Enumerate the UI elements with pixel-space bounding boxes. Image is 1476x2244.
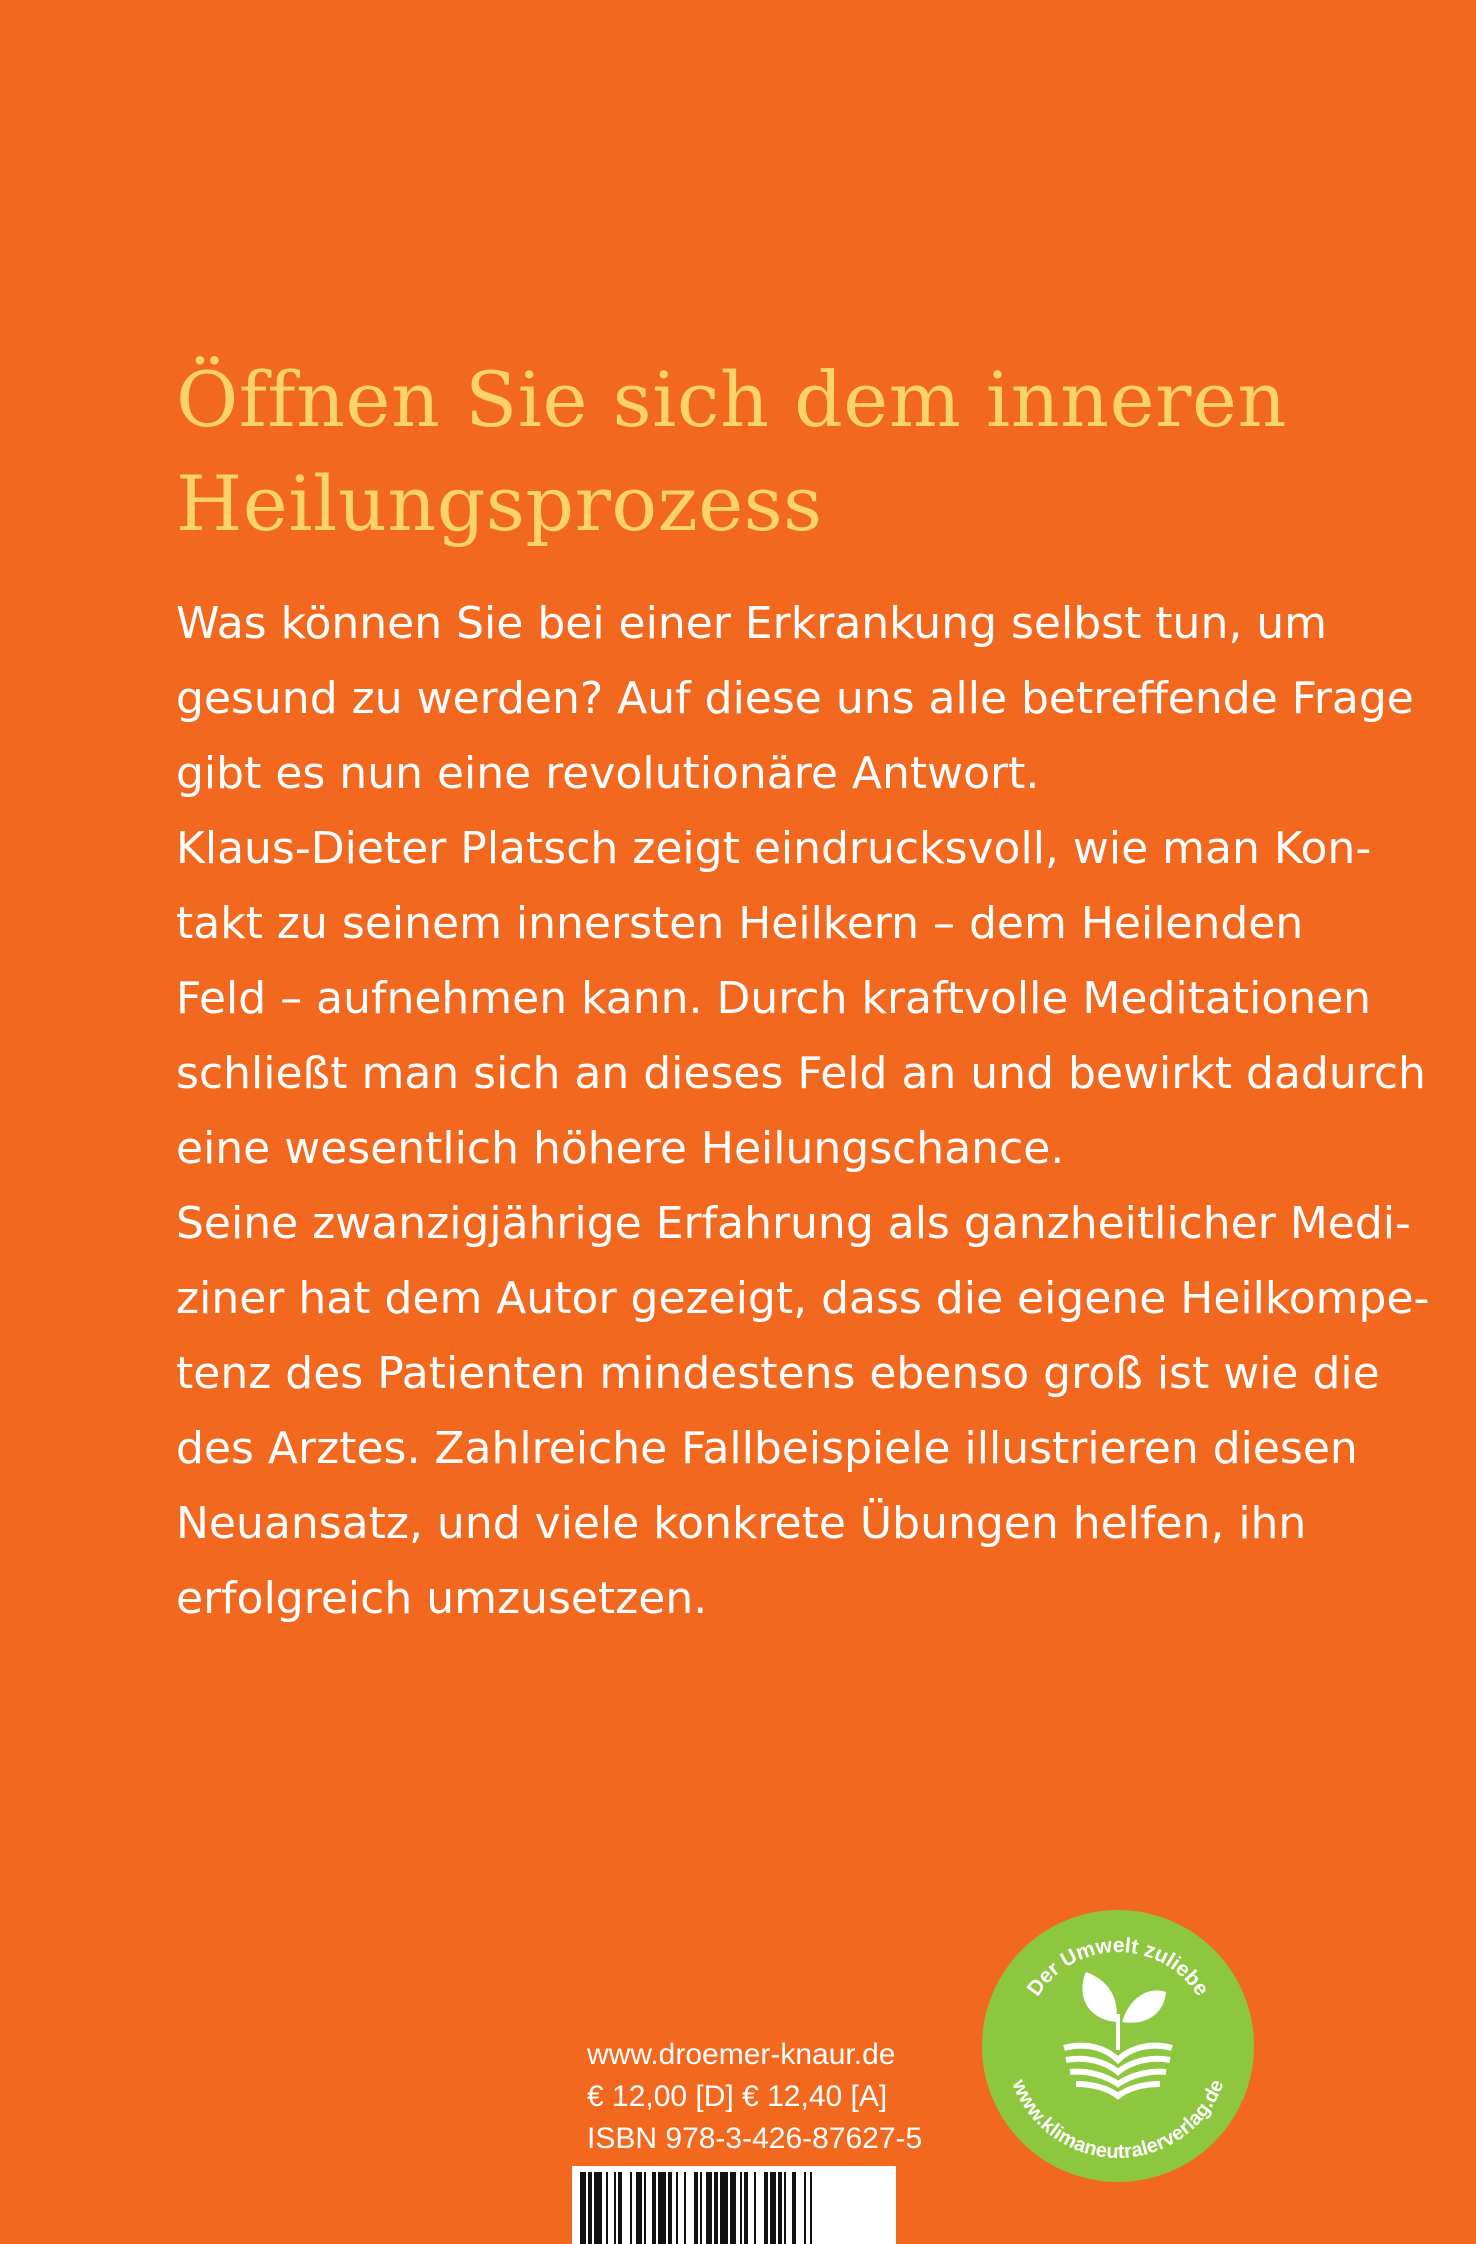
blurb-line: gesund zu werden? Auf diese uns alle betreffende Frage <box>176 673 1414 724</box>
barcode-bars <box>572 2166 896 2244</box>
isbn-label: ISBN 978-3-426-87627-5 <box>587 2122 923 2155</box>
barcode-bar <box>754 2172 756 2244</box>
barcode-bar <box>744 2172 748 2244</box>
barcode-bar <box>694 2172 698 2244</box>
barcode-bar <box>580 2172 586 2244</box>
blurb-line: takt zu seinem innersten Heilkern – dem Heilenden <box>176 898 1304 949</box>
barcode <box>572 2166 896 2244</box>
headline-line-1: Öffnen Sie sich dem inneren <box>176 355 1287 444</box>
blurb-line: Feld – aufnehmen kann. Durch kraftvolle Meditationen <box>176 973 1372 1024</box>
barcode-bar <box>730 2172 736 2244</box>
blurb-line: Neuansatz, und viele konkrete Übungen helfen, ihn <box>176 1498 1307 1549</box>
barcode-bar <box>706 2172 712 2244</box>
blurb-line: erfolgreich umzusetzen. <box>176 1573 708 1624</box>
blurb-line: tenz des Patienten mindestens ebenso groß ist wie die <box>176 1348 1380 1399</box>
blurb-line: gibt es nun eine revolutionäre Antwort. <box>176 748 1040 799</box>
barcode-bar <box>700 2172 702 2244</box>
blurb-line: schließt man sich an dieses Feld an und bewirkt dadurch <box>176 1048 1426 1099</box>
blurb-line: eine wesentlich höhere Heilungschance. <box>176 1123 1065 1174</box>
barcode-bar <box>630 2172 632 2244</box>
barcode-bar <box>614 2172 616 2244</box>
barcode-bar <box>810 2172 812 2244</box>
barcode-bar <box>668 2172 672 2244</box>
blurb-line: ziner hat dem Autor gezeigt, dass die eigene Heilkompe- <box>176 1273 1430 1324</box>
seal-bottom-text: www.klimaneutralerverlag.de <box>1007 2076 1229 2164</box>
barcode-bar <box>606 2172 608 2244</box>
barcode-bar <box>770 2172 776 2244</box>
publisher-info <box>587 2034 922 2160</box>
barcode-bar <box>784 2172 786 2244</box>
barcode-bar <box>720 2172 728 2244</box>
barcode-bar <box>764 2172 768 2244</box>
barcode-bar <box>684 2172 686 2244</box>
climate-neutral-seal <box>982 1910 1254 2182</box>
publisher-website[interactable]: www.droemer-knaur.de <box>587 2038 896 2071</box>
barcode-bar <box>804 2172 806 2244</box>
barcode-bar <box>588 2172 592 2244</box>
price-label: € 12,00 [D] € 12,40 [A] <box>587 2080 888 2113</box>
barcode-bar <box>778 2172 782 2244</box>
barcode-bar <box>636 2172 642 2244</box>
barcode-bar <box>652 2172 656 2244</box>
barcode-bar <box>658 2172 666 2244</box>
barcode-bar <box>644 2172 646 2244</box>
barcode-bar <box>792 2172 796 2244</box>
blurb-line: Was können Sie bei einer Erkrankung selbst tun, um <box>176 598 1328 649</box>
blurb-text <box>176 586 1430 1636</box>
blurb-line: des Arztes. Zahlreiche Fallbeispiele illustrieren diesen <box>176 1423 1358 1474</box>
blurb-line: Seine zwanzigjährige Erfahrung als ganzheitlicher Medi- <box>176 1198 1411 1249</box>
barcode-bar <box>740 2172 742 2244</box>
headline-line-2: Heilungsprozess <box>176 459 823 548</box>
blurb-line: Klaus-Dieter Platsch zeigt eindrucksvoll, wie man Kon- <box>176 823 1372 874</box>
headline <box>176 348 1326 556</box>
barcode-bar <box>714 2172 718 2244</box>
barcode-bar <box>618 2172 622 2244</box>
barcode-bar <box>676 2172 678 2244</box>
seal-top-text: Der Umwelt zuliebe <box>1022 1933 1214 2001</box>
barcode-bar <box>594 2172 602 2244</box>
